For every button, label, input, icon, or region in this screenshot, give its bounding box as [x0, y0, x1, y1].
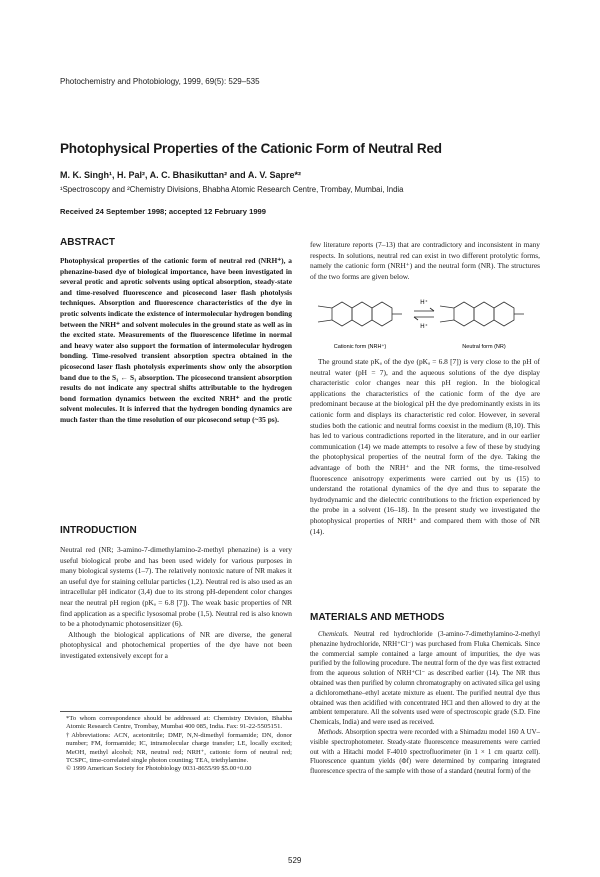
neutral-structure-drawing: [440, 302, 524, 326]
introduction-paragraph: Neutral red (NR; 3-amino-7-dimethylamino-2-methyl phenazine) is a very useful biological probe and has been used widely for various purposes in many biological systems (1–7). The relatively nontoxic nature of NR makes it an useful dye for staining cellular particles (1,2). Neutral red is also used as an intracellular pH indicator (3,4) due to its strong pH-dependent color changes near the neutral pH region (pKₐ = 6.8 [7]). The weak basic properties of NR find application as a specific lysosomal probe (1,5). Neutral red is also known to be a photodynamic photosensitizer (6).: [60, 545, 292, 629]
article-title: Photophysical Properties of the Cationic Form of Neutral Red: [60, 141, 442, 156]
footnote-rule: [60, 711, 292, 712]
neutral-form-label: Neutral form (NR): [462, 344, 506, 350]
article-affiliation: ¹Spectroscopy and ²Chemistry Divisions, Bhabha Atomic Research Centre, Trombay, Mumbai, India: [60, 185, 404, 194]
footnote-corresponding: *To whom correspondence should be addressed at: Chemistry Division, Bhabha Atomic Research Centre, Trombay, Mumbai 400 085, India. Fax: 91-22-5505151.: [66, 715, 292, 731]
methods-subheading: Methods.: [318, 728, 344, 736]
body-paragraph: The ground state pKₐ of the dye (pKₐ = 6.8 [7]) is very close to the pH of neutral water (pH = 7), and the aqueous solutions of the dye display characteristic color changes near this pH region. In the biological applications the characteristics of the cationic form of the dye are predominant because at the biological pH the dye predominantly exists in its cationic form and displays its characteristic red color. However, in several studies both the cationic and neutral forms coexist in the medium (8,10). This has led to various contradictions reported in the literature, and in our earlier communication (14) we made attempts to resolve a few of these by studying the photophysical properties of the neutral form of the dye. Taking the advantage of both the NRH⁺ and the NR forms, the time-resolved fluorescence anisotropy experiments were carried out by us (15) to understand the rotational dynamics of the dye and thus to separate the hydrodynamic and the dielectric contributions to the friction experienced by the probe in a solvent (16–18). In the present study we investigated the photophysical properties of NRH⁺ and compared them with those of NR (14).: [310, 357, 540, 536]
cationic-structure-drawing: [318, 302, 402, 326]
right-column-top: [310, 240, 540, 282]
abstract-text: Photophysical properties of the cationic form of neutral red (NRH⁺), a phenazine-based dye of biological importance, have been investigated in several protic and aprotic solvents using optical absorption, steady-state and time-resolved fluorescence and picosecond laser flash photolysis techniques. Absorption and fluorescence characteristics of the dye in protic solvents indicate the existence of intermolecular hydrogen bonding between the NRH⁺ and solvent molecules in the ground state as well as in the excited state. Measurements of the fluorescence lifetime in normal and heavy water also support the formation of intermolecular hydrogen bonding. Time-resolved transient absorption spectra obtained in the picosecond laser flash photolysis experiments show only the absorption band due to the S₁ ← S₁ absorption. The picosecond transient absorption results do not indicate any spectral shifts attributable to the hydrogen bond formation dynamics between the excited NRH⁺ and the protic solvent molecules. It is inferred that the hydrogen bonding dynamics are much faster than the time resolution of our picosecond setup (~35 ps).: [60, 256, 292, 424]
footnote-copyright: © 1999 American Society for Photobiology 0031-8655/99 $5.00+0.00: [66, 765, 252, 773]
arrow-label-bottom: H⁺: [420, 324, 428, 330]
chemicals-text: Neutral red hydrochloride (3-amino-7-dimethylamino-2-methyl phenazine hydrochloride, NRH⁺Cl⁻) was purchased from Fluka Chemicals. Since the commercial sample contained a large amount of impurities, the dye was purified by the following procedure. The neutral form of the dye was first extracted from the aqueous solution of NRH⁺Cl⁻ as described earlier (14). The NR thus obtained was then purified by column chromatography on activated silica gel using a dichloromethane–ethyl acetate mixture as eluent. The purified neutral dye thus obtained was then acidified with concentrated HCl and then allowed to dry at the ambient temperature. All the solvents used were of spectroscopic grade (S.D. Fine Chemicals, India) and were used as received.: [310, 631, 540, 727]
article-authors: M. K. Singh¹, H. Pal², A. C. Bhasikuttan² and A. V. Sapre*²: [60, 170, 302, 180]
introduction-paragraph: Although the biological applications of NR are diverse, the general photophysical and photochemical properties of the dye have not been investigated extensively except for a: [60, 629, 292, 660]
page-number: 529: [288, 856, 302, 865]
introduction-heading: INTRODUCTION: [60, 525, 137, 536]
footnote-abbreviations: †Abbreviations: ACN, acetonitrile; DMF, N,N-dimethyl formamide; DN, donor number; FM, formamide; IC, intramolecular charge transfer; LE, locally excited; MeOH, methyl alcohol; NR, neutral red; NRH⁺, cationic form of neutral red; TCSPC, time-correlated single photon counting; TEA, triethylamine.: [66, 731, 292, 765]
journal-citation: Photochemistry and Photobiology, 1999, 69(5): 529–535: [60, 77, 260, 86]
footnotes: [60, 715, 292, 774]
methods-heading: MATERIALS AND METHODS: [310, 612, 445, 623]
cationic-form-label: Cationic form (NRH⁺): [333, 344, 387, 350]
equilibrium-arrows: [414, 308, 434, 320]
methods-body: [310, 630, 540, 777]
abstract-heading: ABSTRACT: [60, 237, 115, 248]
methods-text: Absorption spectra were recorded with a Shimadzu model 160 A UV–visible spectrophotometer. Steady-state fluorescence measurements were carried out with a Hitachi model F-4010 spectrofluorimeter (in 1 × 1 cm quartz cell). Fluorescence quantum yields (Φf) were determined by comparing integrated fluorescence spectra of the sample with those of a standard (neutral form) of the: [310, 728, 540, 776]
right-column-middle: [310, 357, 540, 537]
body-paragraph: few literature reports (7–13) that are contradictory and inconsistent in many respects. In solutions, neutral red can exist in two different protolytic forms, namely the cationic form (NRH⁺) and the neutral form (NR). The structures of the two forms are given below.: [310, 240, 540, 281]
received-dates: Received 24 September 1998; accepted 12 February 1999: [60, 207, 266, 216]
abstract-body: [60, 256, 292, 426]
introduction-body: [60, 545, 292, 662]
chemicals-subheading: Chemicals.: [318, 631, 349, 638]
arrow-label-top: H⁺: [420, 300, 428, 306]
chemical-structures-figure: [310, 288, 540, 356]
